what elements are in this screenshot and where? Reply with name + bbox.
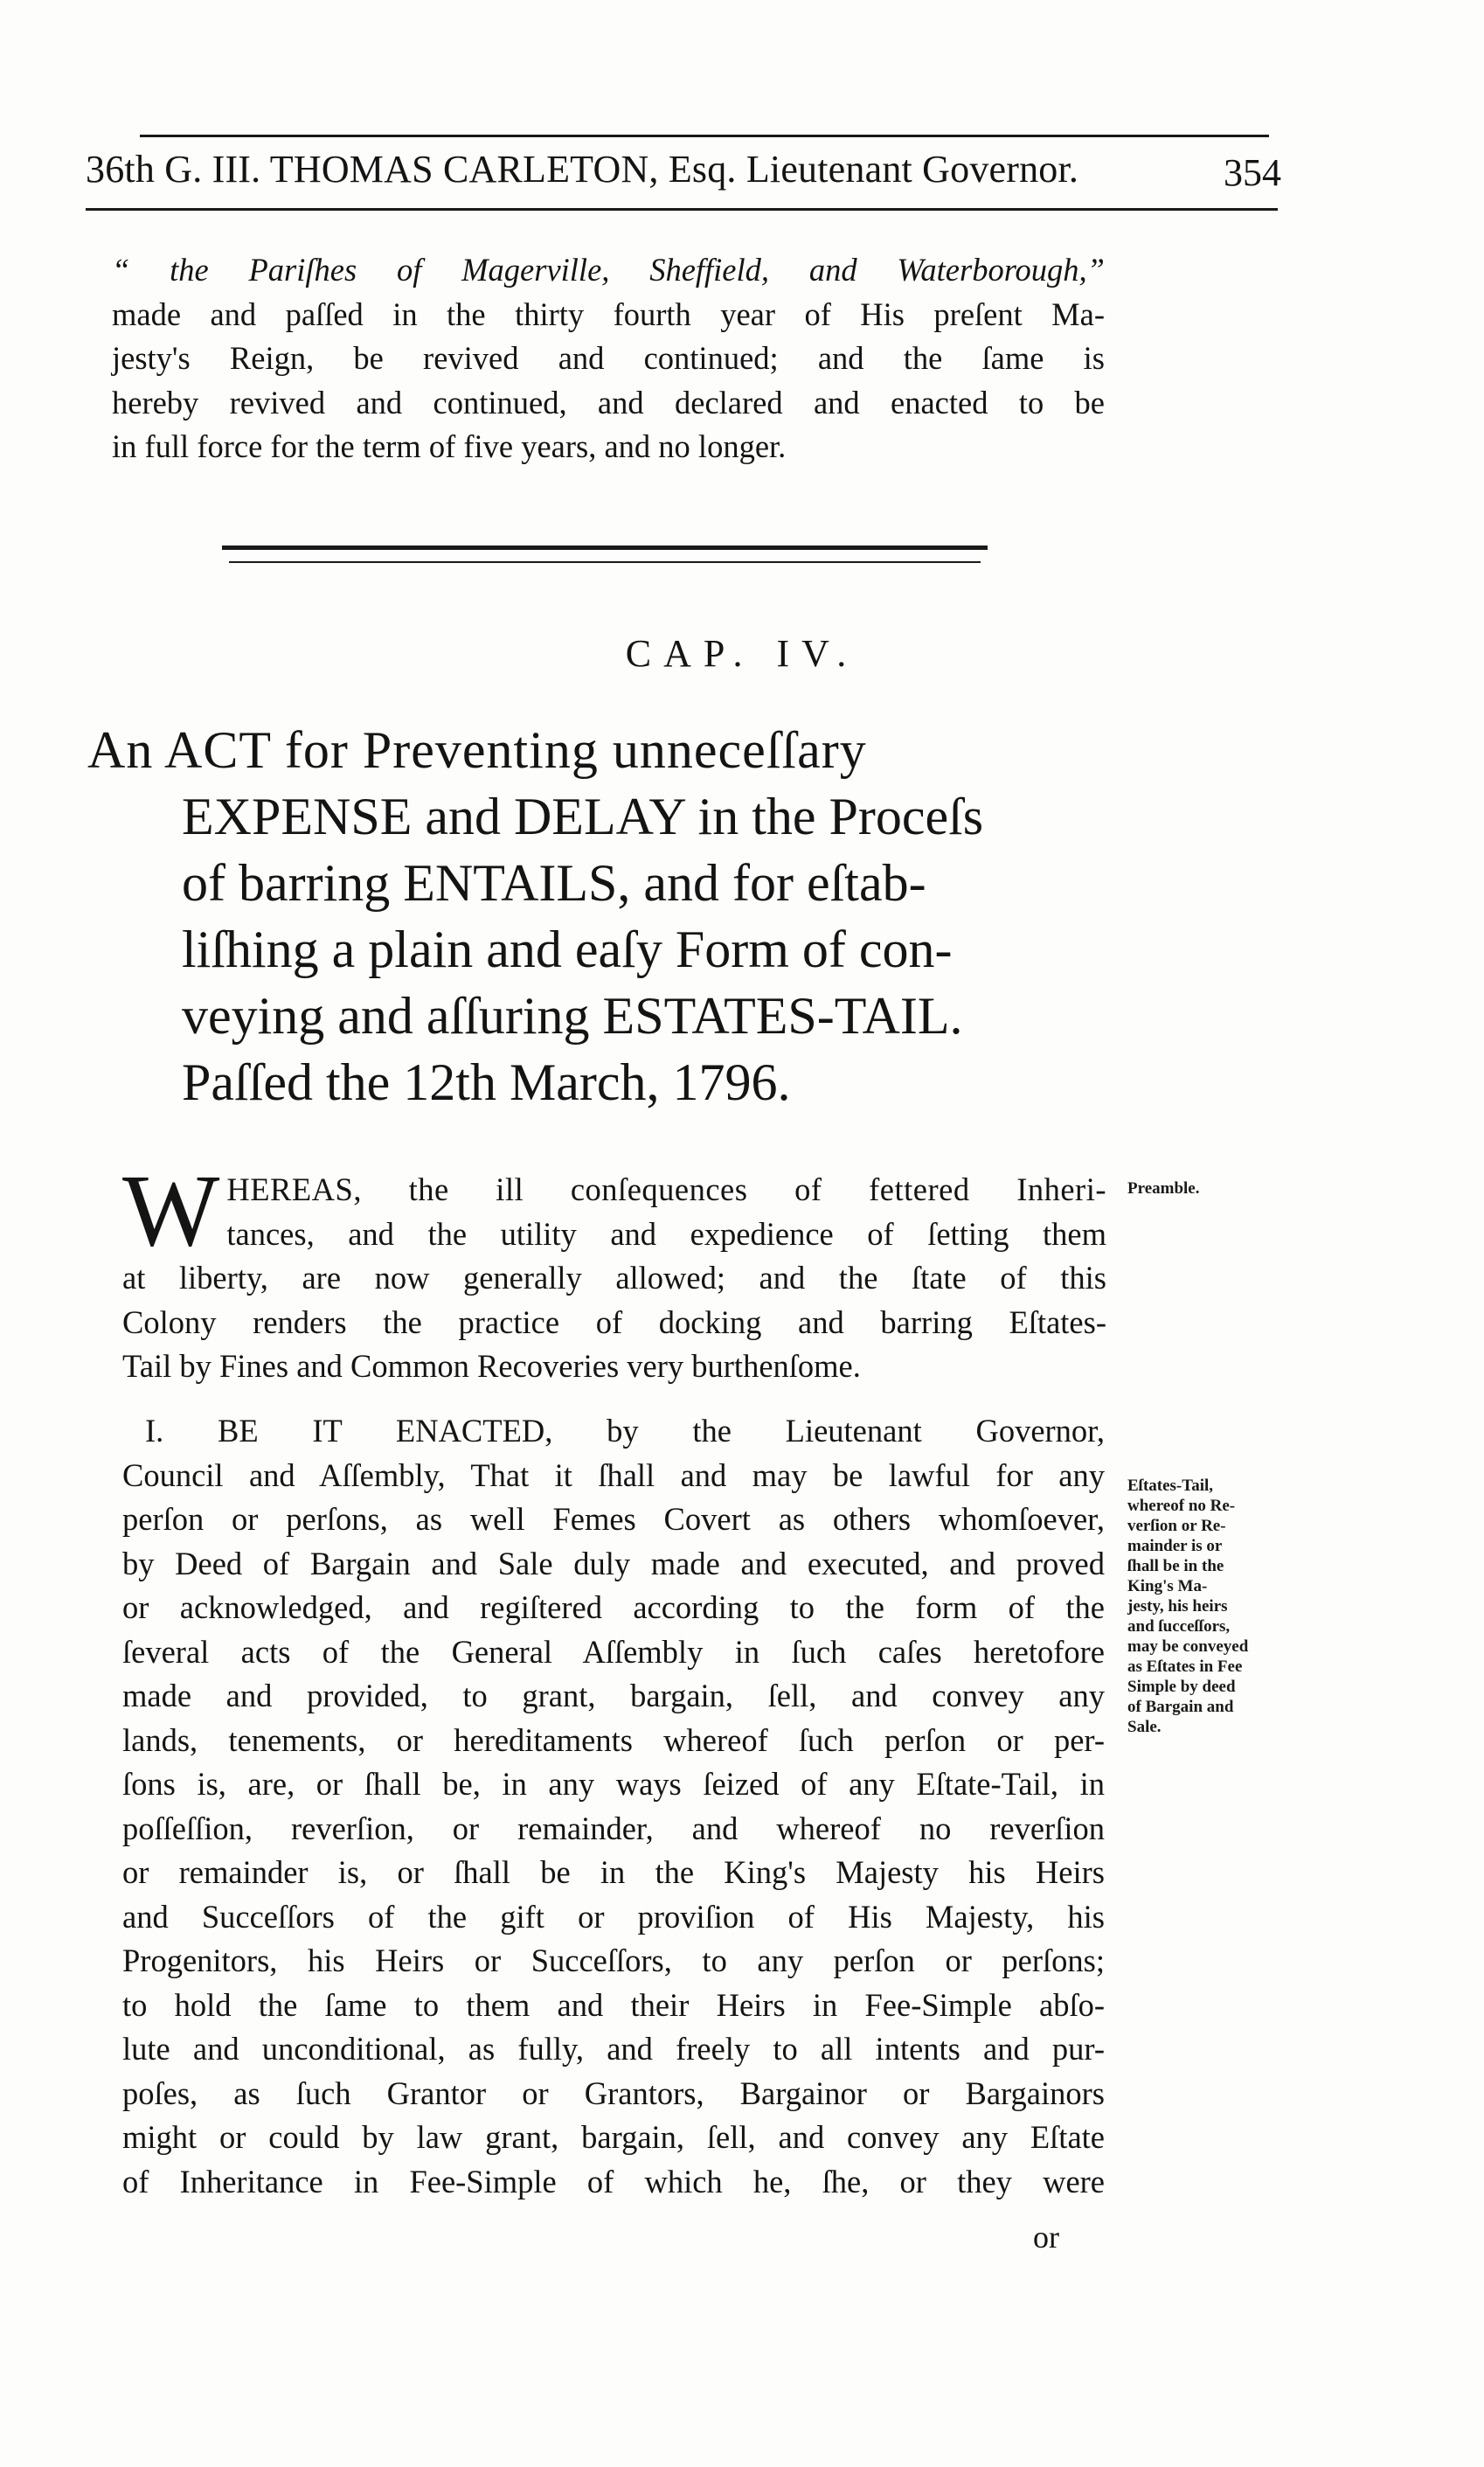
text-line: “ the Pariſhes of Magerville, Sheffield, and Waterborough,” xyxy=(112,252,1105,288)
margin-note-line: as Eſtates in Fee xyxy=(1127,1657,1243,1676)
act-title-line: Paſſed the 12th March, 1796. xyxy=(182,1053,791,1111)
text-line: Progenitors, his Heirs or Succeſſors, to any perſon or perſons; xyxy=(122,1942,1105,1978)
text-line: hereby revived and continued, and declared and enacted to be xyxy=(112,384,1105,420)
section-one-paragraph xyxy=(122,1409,1105,2204)
act-title-line: of barring ENTAILS, and for eſtab- xyxy=(182,854,926,912)
preamble-paragraph xyxy=(122,1153,1106,1389)
act-title xyxy=(87,717,1119,1115)
act-title-line: An ACT for Preventing unneceſſary xyxy=(87,721,867,779)
margin-note-line: may be conveyed xyxy=(1127,1637,1249,1656)
text-line: might or could by law grant, bargain, ſell, and convey any Eſtate xyxy=(122,2119,1105,2155)
text-line: Colony renders the practice of docking and barring Eſtates- xyxy=(122,1303,1106,1340)
text-line: or acknowledged, and regiſtered according to the form of the xyxy=(122,1589,1105,1625)
catchword: or xyxy=(1033,2220,1059,2255)
text-line: I. BE IT ENACTED, by the Lieutenant Governor, xyxy=(145,1413,1105,1449)
margin-note-line: mainder is or xyxy=(1127,1537,1223,1555)
text-line: perſon or perſons, as well Femes Covert as others whomſoever, xyxy=(122,1501,1105,1537)
act-title-line: EXPENSE and DELAY in the Proceſs xyxy=(182,788,984,845)
text-line: ſeveral acts of the General Aſſembly in ſuch caſes heretofore xyxy=(122,1633,1105,1670)
act-title-line: liſhing a plain and eaſy Form of con- xyxy=(182,921,953,978)
act-title-line: veying and aſſuring ESTATES-TAIL. xyxy=(182,987,963,1045)
running-header xyxy=(86,147,1281,208)
text-line: and Succeſſors of the gift or proviſion of His Majesty, his xyxy=(122,1898,1105,1935)
text-line: made and provided, to grant, bargain, ſell, and convey any xyxy=(122,1678,1105,1713)
text-line: poſes, as ſuch Grantor or Grantors, Bargainor or Bargainors xyxy=(122,2074,1105,2111)
margin-note-line: King's Ma- xyxy=(1127,1577,1208,1595)
text-line: ſons is, are, or ſhall be, in any ways ſeized of any Eſtate-Tail, in xyxy=(122,1766,1105,1802)
text-line: Council and Aſſembly, That it ſhall and may be lawful for any xyxy=(122,1456,1105,1493)
section-divider-thin xyxy=(229,561,981,563)
margin-note-line: of Bargain and xyxy=(1127,1698,1234,1716)
text-line: jesty's Reign, be revived and continued; and the ſame is xyxy=(112,340,1105,376)
text-line: poſſeſſion, reverſion, or remainder, and whereof no reverſion xyxy=(122,1810,1105,1846)
header-rule-top xyxy=(140,135,1269,137)
section-divider-thick xyxy=(222,546,988,550)
margin-note-section-one xyxy=(1127,1476,1276,1737)
margin-note-line: Sale. xyxy=(1127,1718,1162,1736)
text-line: in full force for the term of five years, and no longer. xyxy=(112,428,787,464)
header-rule-bottom xyxy=(86,208,1278,211)
margin-note-line: whereof no Re- xyxy=(1127,1497,1236,1515)
drop-cap: W xyxy=(122,1153,220,1268)
text-line: or remainder is, or ſhall be in the King's Majesty his Heirs xyxy=(122,1854,1105,1890)
text-line: made and paſſed in the thirty fourth year of His preſent Ma- xyxy=(112,295,1105,332)
header-title: 36th G. III. THOMAS CARLETON, Esq. Lieutenant Governor. xyxy=(86,148,1079,191)
text-line: of Inheritance in Fee-Simple of which he, ſhe, or they were xyxy=(122,2163,1105,2199)
continuation-paragraph xyxy=(112,248,1105,469)
margin-note-line: Eſtates-Tail, xyxy=(1127,1477,1213,1495)
text-line: at liberty, are now generally allowed; and the ſtate of this xyxy=(122,1260,1106,1296)
text-line: by Deed of Bargain and Sale duly made and executed, and proved xyxy=(122,1545,1105,1581)
margin-note-preamble: Preamble. xyxy=(1127,1179,1200,1198)
margin-note-line: verſion or Re- xyxy=(1127,1517,1226,1535)
text-line: lute and unconditional, as fully, and freely to all intents and pur- xyxy=(122,2031,1105,2067)
text-line: to hold the ſame to them and their Heirs in Fee-Simple abſo- xyxy=(122,1986,1105,2023)
margin-note-line: jesty, his heirs xyxy=(1127,1597,1228,1616)
margin-note-line: ſhall be in the xyxy=(1127,1557,1224,1575)
text-line: tances, and the utility and expedience of ſetting them xyxy=(226,1215,1106,1252)
text-line: HEREAS, the ill conſequences of fettered Inheri- xyxy=(226,1171,1106,1207)
text-line: lands, tenements, or hereditaments whereof ſuch perſon or per- xyxy=(122,1721,1105,1758)
margin-note-line: and ſucceſſors, xyxy=(1127,1617,1231,1636)
margin-note-line: Simple by deed xyxy=(1127,1678,1236,1696)
text-line: Tail by Fines and Common Recoveries very burthenſome. xyxy=(122,1348,861,1384)
chapter-heading: CAP. IV. xyxy=(625,632,859,675)
page-number: 354 xyxy=(1224,151,1281,194)
